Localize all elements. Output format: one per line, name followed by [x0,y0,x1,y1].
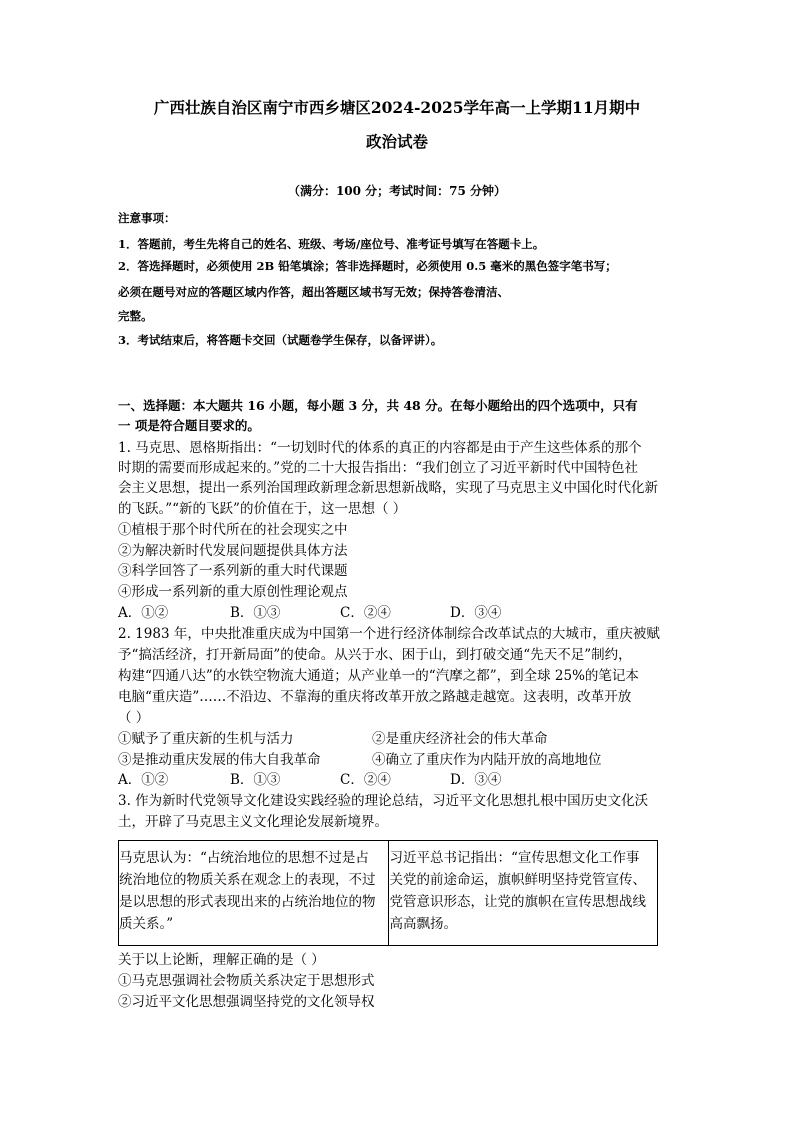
q3-xi-line-2: 关党的前途命运，旗帜鲜明坚持党管宣传、 [389,872,646,888]
q3-question: 关于以上论断，理解正确的是（ ） [118,952,325,968]
q1-statement-4: ④形成一系列新的重大原创性理论观点 [118,584,348,600]
q3-statement-2: ②习近平文化思想强调坚持党的文化领导权 [118,994,375,1010]
q1-line-3: 会主义思想，提出一系列治国理政新理念新思想新战略，实现了马克思主义中国化时代化新 [118,480,658,496]
q3-line-1: 3. 作为新时代党领导文化建设实践经验的理论总结，习近平文化思想扎根中国历史文化沃 [118,793,649,809]
q1-line-4: 的飞跃。”“新的飞跃”的价值在于，这一思想（ ） [118,501,407,517]
q3-quote-table [118,840,658,946]
q3-xi-line-4: 高高飘扬。 [389,916,457,932]
q2-statement-1: ①赋予了重庆新的生机与活力 [118,731,294,747]
q3-marx-line-2: 统治地位的物质关系在观念上的表现，不过 [119,872,376,888]
q3-marx-line-1: 马克思认为：“占统治地位的思想不过是占 [119,850,369,866]
exam-meta: （满分：100 分；考试时间：75 分钟） [287,184,507,198]
q1-statement-1: ①植根于那个时代所在的社会现实之中 [118,522,348,538]
exam-title-line1: 广西壮族自治区南宁市西乡塘区2024-2025学年高一上学期11月期中 [153,98,641,117]
notice-line-4: 完整。 [118,309,153,323]
q3-quote-row [119,841,658,946]
notice-line-5: 3．考试结束后，将答题卡交回（试题卷学生保存，以备评讲）。 [118,333,443,347]
q2-option-d: D．③④ [450,772,502,788]
q2-statement-3: ③是推动重庆发展的伟大自我革命 [118,752,321,768]
q3-marx-line-4: 质关系。” [119,916,174,932]
q2-statement-2: ②是重庆经济社会的伟大革命 [372,731,548,747]
q2-line-4: 电脑“重庆造”……不沿边、不靠海的重庆将改革开放之路越走越宽。这表明，改革开放 [118,689,632,705]
q3-marx-line-3: 是以思想的形式表现出来的占统治地位的物 [119,894,376,910]
q2-option-b: B．①③ [230,772,281,788]
q1-option-c: C．②④ [340,605,391,621]
exam-title-line2: 政治试卷 [365,132,428,151]
q1-statement-3: ③科学回答了一系列新的重大时代课题 [118,563,348,579]
q1-statement-2: ②为解决新时代发展问题提供具体方法 [118,543,348,559]
q2-option-c: C．②④ [340,772,391,788]
q3-quote-xi [389,841,658,946]
q2-line-2: 予“搞活经济，打开新局面”的使命。从兴于水、困于山，到打破交通“先天不足”制约， [118,647,632,663]
q1-option-b: B．①③ [230,605,281,621]
q3-statement-1: ①马克思强调社会物质关系决定于思想形式 [118,973,375,989]
q2-line-1: 2. 1983 年，中央批准重庆成为中国第一个进行经济体制综合改革试点的大城市，重庆被赋 [118,626,660,642]
q1-option-d: D．③④ [450,605,502,621]
q3-quote-marx [119,841,389,946]
notice-line-1: 1．答题前，考生先将自己的姓名、班级、考场/座位号、准考证号填写在答题卡上。 [118,237,545,251]
q2-option-a: A．①② [118,772,169,788]
q2-statement-4: ④确立了重庆作为内陆开放的高地地位 [372,752,602,768]
section-heading-line2: 一 项是符合题目要求的。 [118,418,260,433]
notice-line-2: 2．答选择题时，必须使用 2B 铅笔填涂；答非选择题时，必须使用 0.5 毫米的黑色签字笔书写； [118,259,617,273]
q1-line-1: 1. 马克思、恩格斯指出：“一切划时代的体系的真正的内容都是由于产生这些体系的那个 [118,440,642,456]
section-heading-line1: 一、选择题：本大题共 16 小题，每小题 3 分，共 48 分。在每小题给出的四个选项中，只有 [118,398,638,413]
q2-line-3: 构建“四通八达”的水铁空物流大通道；从产业单一的“汽摩之都”，到全球 25%的笔记本 [118,668,639,684]
q3-line-2: 土，开辟了马克思主义文化理论发展新境界。 [118,814,388,830]
notice-heading: 注意事项： [118,211,176,225]
q2-line-5: （ ） [118,710,150,726]
q1-option-a: A．①② [118,605,169,621]
q3-xi-line-3: 党管意识形态，让党的旗帜在宣传思想战线 [389,894,646,910]
q1-line-2: 时期的需要而形成起来的。”党的二十大报告指出：“我们创立了习近平新时代中国特色社 [118,460,639,476]
q3-xi-line-1: 习近平总书记指出：“宣传思想文化工作事 [389,850,640,866]
notice-line-3: 必须在题号对应的答题区域内作答，超出答题区域书写无效；保持答卷清洁、 [118,285,509,299]
